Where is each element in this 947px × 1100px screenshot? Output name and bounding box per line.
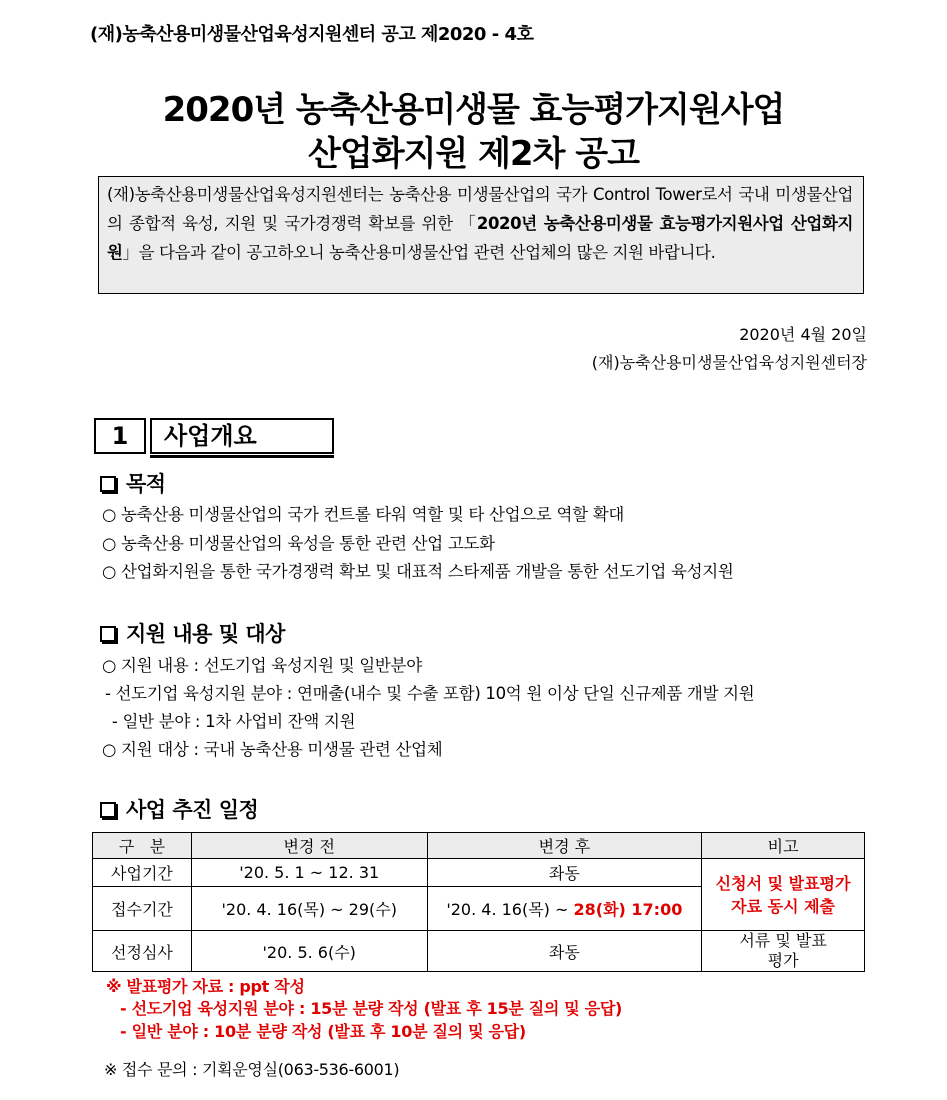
header-cell: 구 분	[93, 833, 192, 859]
support-item: ○ 지원 대상 : 국내 농축산용 미생물 관련 산업체	[102, 740, 443, 759]
after-prefix: '20. 4. 16(목) ~	[446, 900, 574, 919]
announce-date: 2020년 4월 20일	[739, 325, 867, 344]
note-leading: - 선도기업 육성지원 분야 : 15분 분량 작성 (발표 후 15분 질의 및 응답)	[120, 999, 623, 1018]
checkbox-square-icon	[100, 476, 116, 492]
section-title: 사업개요	[150, 418, 334, 454]
checkbox-square-icon	[100, 802, 116, 818]
support-item: - 일반 분야 : 1차 사업비 잔액 지원	[102, 712, 356, 731]
purpose-heading-text: 목적	[126, 472, 166, 496]
support-item: ○ 지원 내용 : 선도기업 육성지원 및 일반분야	[102, 656, 422, 675]
merged-note: 신청서 및 발표평가 자료 동시 제출	[702, 859, 865, 931]
intro-program-name: 2020년 농축산용미생물 효능평가지원사업 산업화지원	[107, 214, 853, 262]
cell-before: '20. 4. 16(목) ~ 29(수)	[191, 887, 427, 931]
header-cell: 비고	[702, 833, 865, 859]
after-changed: 28(화) 17:00	[573, 900, 683, 919]
purpose-item: ○ 농축산용 미생물산업의 국가 컨트롤 타워 역할 및 타 산업으로 역할 확대	[102, 505, 625, 524]
table-row	[93, 859, 865, 887]
intro-text-2: 」을 다음과 같이 공고하오니 농축산용미생물산업 관련 산업체의 많은 지원 바랍니다.	[122, 243, 716, 262]
signer: (재)농축산용미생물산업육성지원센터장	[591, 353, 867, 372]
header-cell: 변경 전	[191, 833, 427, 859]
cell-before: '20. 5. 1 ~ 12. 31	[191, 859, 427, 887]
schedule-heading	[100, 794, 258, 824]
checkbox-square-icon	[100, 626, 116, 642]
note-general: - 일반 분야 : 10분 분량 작성 (발표 후 10분 질의 및 응답)	[120, 1022, 526, 1041]
table-row	[93, 931, 865, 972]
intro-text-1: (재)농축산용미생물산업육성지원센터는 농축산용 미생물산업의 국가 Control Tower로서 국내 미생물산업의 종합적 육성, 지원 및 국가경쟁력 확보를 위한 「	[107, 185, 853, 233]
support-heading	[100, 618, 285, 648]
notice-number: (재)농축산용미생물산업육성지원센터 공고 제2020 - 4호	[90, 24, 534, 45]
section-number: 1	[94, 418, 146, 454]
intro-box	[98, 176, 864, 294]
contact-info: ※ 접수 문의 : 기획운영실(063-536-6001)	[104, 1060, 400, 1079]
note-presentation: ※ 발표평가 자료 : ppt 작성	[106, 977, 305, 996]
row-label: 접수기간	[93, 887, 192, 931]
cell-before: '20. 5. 6(수)	[191, 931, 427, 972]
purpose-heading	[100, 468, 166, 498]
purpose-item: ○ 산업화지원을 통한 국가경쟁력 확보 및 대표적 스타제품 개발을 통한 선도기업 육성지원	[102, 562, 734, 581]
title-line-2: 산업화지원 제2차 공고	[308, 134, 639, 174]
purpose-item: ○ 농축산용 미생물산업의 육성을 통한 관련 산업 고도화	[102, 534, 495, 553]
support-heading-text: 지원 내용 및 대상	[126, 622, 285, 646]
table-header-row	[93, 833, 865, 859]
header-cell: 변경 후	[427, 833, 702, 859]
support-item: - 선도기업 육성지원 분야 : 연매출(내수 및 수출 포함) 10억 원 이상 단일 신규제품 개발 지원	[100, 684, 755, 703]
cell-note: 서류 및 발표평가	[702, 931, 865, 972]
schedule-table	[92, 832, 865, 972]
cell-after	[427, 887, 702, 931]
cell-after: 좌동	[427, 931, 702, 972]
row-label: 선정심사	[93, 931, 192, 972]
cell-after: 좌동	[427, 859, 702, 887]
row-label: 사업기간	[93, 859, 192, 887]
schedule-heading-text: 사업 추진 일정	[126, 798, 259, 822]
title-line-1: 2020년 농축산용미생물 효능평가지원사업	[162, 90, 785, 130]
